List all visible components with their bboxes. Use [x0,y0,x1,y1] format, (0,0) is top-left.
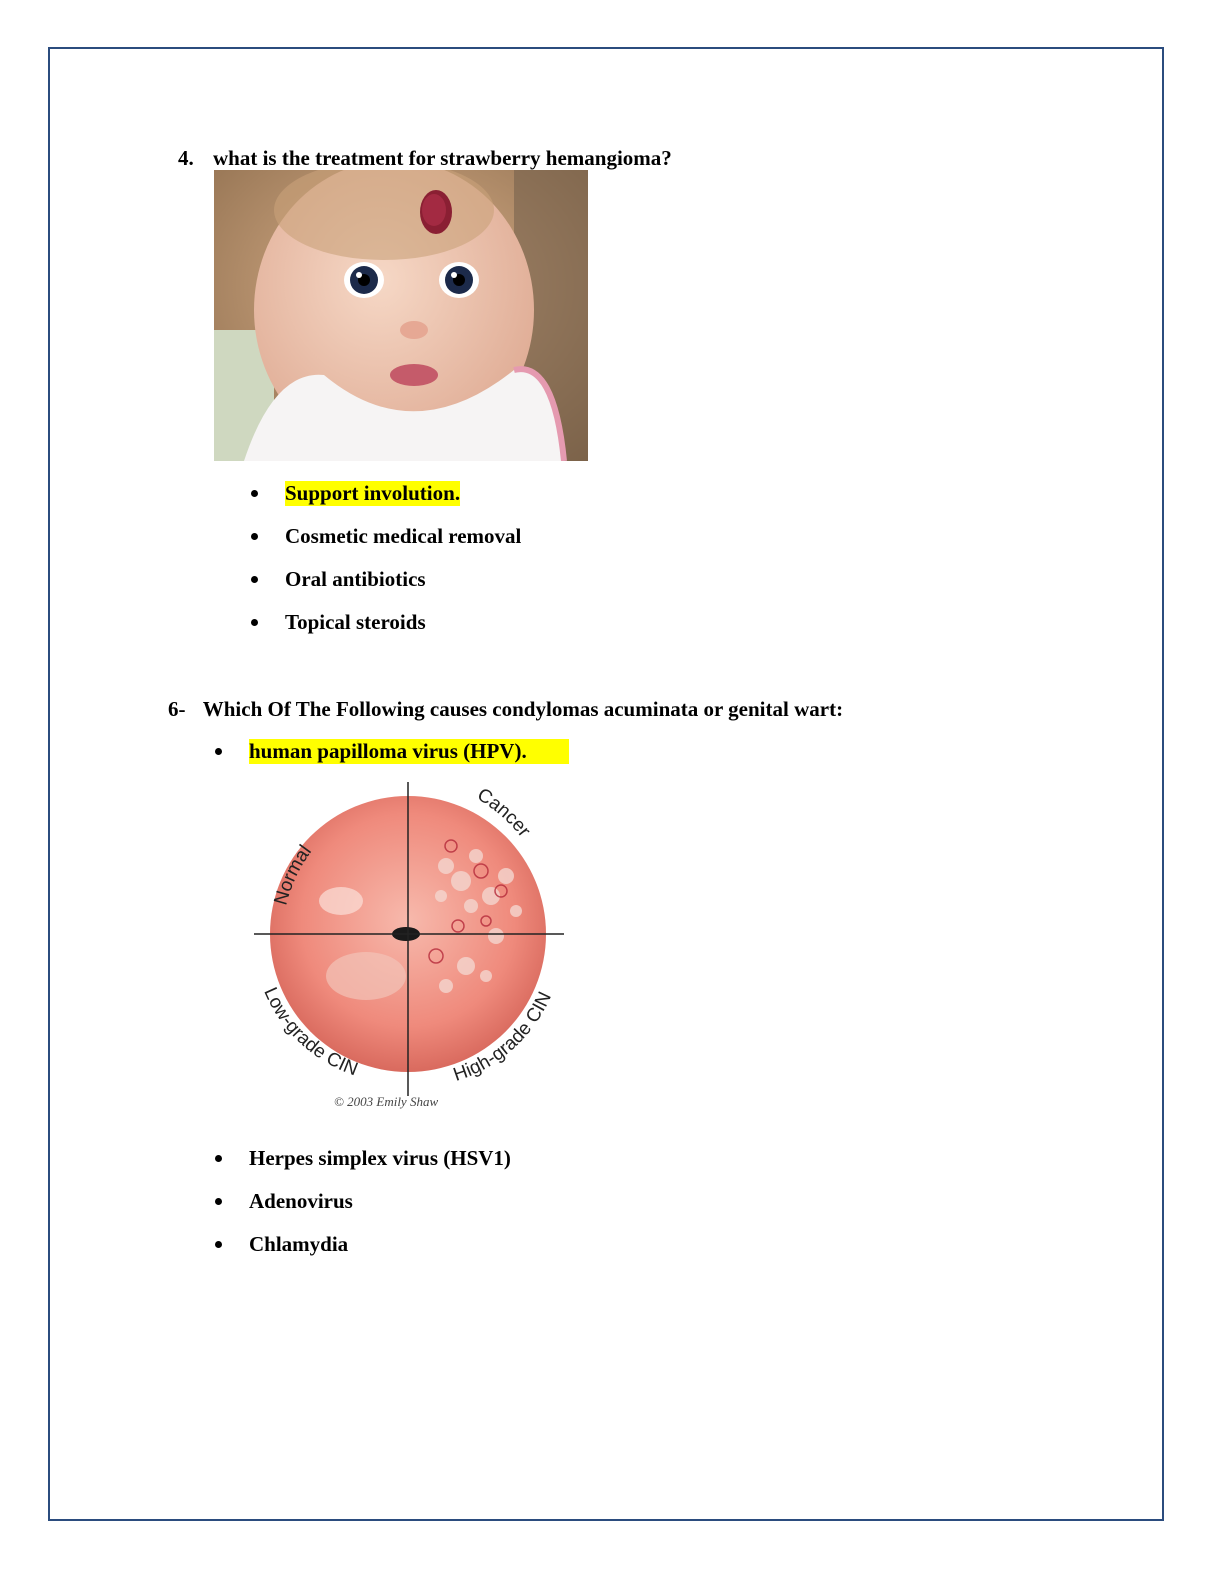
q4-option-label: Support involution. [285,481,461,505]
bullet-icon [215,1198,222,1205]
question-6-number: 6- [168,697,186,721]
label-cancer: Cancer [473,784,535,842]
q4-option-label: Topical steroids [285,610,426,634]
cervix-cin-diagram [246,776,576,1126]
q6-option-label: Chlamydia [249,1232,349,1256]
bullet-icon [251,576,258,583]
q4-option-2 [251,524,521,549]
figure-credit: © 2003 Emily Shaw [334,1094,439,1109]
q6-option-2 [215,1189,353,1214]
q4-option-4 [251,610,426,635]
question-4 [178,146,672,171]
label-normal: Normal [270,841,316,908]
label-high-grade: High-grade CIN [450,988,556,1086]
question-6 [168,697,843,722]
bullet-icon [251,490,258,497]
question-6-text: Which Of The Following causes condylomas acuminata or genital wart: [202,697,844,721]
bullet-icon [215,1241,222,1248]
q6-option-1 [215,1146,511,1171]
q6-option-label: Adenovirus [249,1189,353,1213]
q6-answer-label: human papilloma virus (HPV). [249,739,569,764]
q4-option-label: Cosmetic medical removal [285,524,522,548]
q6-option-3 [215,1232,348,1257]
label-low-grade: Low-grade CIN [259,984,361,1081]
baby-hemangioma-photo [214,170,588,461]
question-4-text: what is the treatment for strawberry hemangioma? [213,146,672,170]
bullet-icon [215,748,222,755]
q4-option-1 [251,481,460,506]
q6-answer [215,739,569,764]
q6-option-label: Herpes simplex virus (HSV1) [249,1146,511,1170]
q4-option-label: Oral antibiotics [285,567,426,591]
question-4-number: 4. [178,146,194,170]
bullet-icon [215,1155,222,1162]
q4-option-3 [251,567,426,592]
bullet-icon [251,533,258,540]
bullet-icon [251,619,258,626]
